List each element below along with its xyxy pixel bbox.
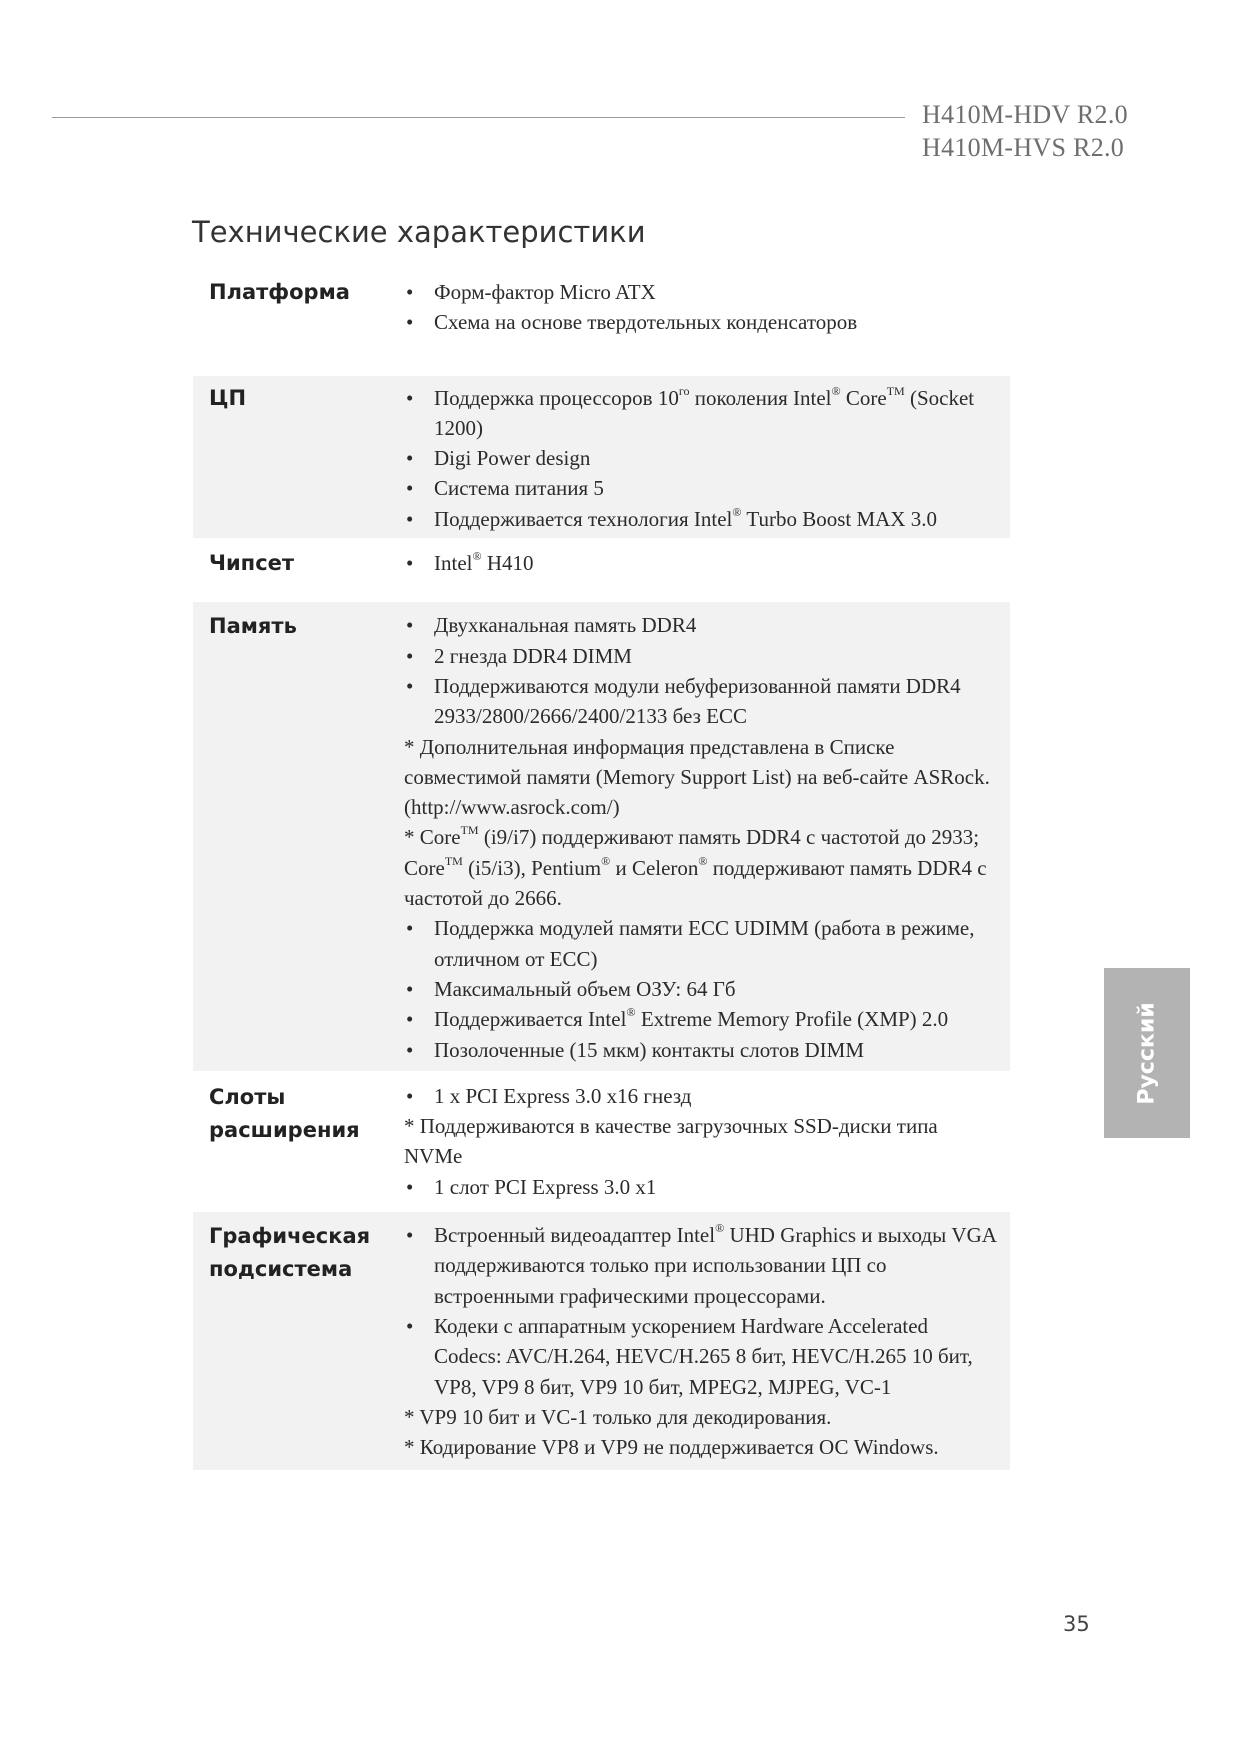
text-segment: Turbo Boost MAX 3.0: [741, 506, 937, 531]
spec-label-slots: [209, 1081, 360, 1147]
superscript: ®: [715, 1221, 725, 1236]
language-side-tab-label: Русский: [1134, 1001, 1160, 1105]
list-item: [404, 504, 999, 534]
list-item: [404, 383, 999, 444]
list-item: • 2 гнезда DDR4 DIMM: [404, 641, 999, 671]
superscript: го: [678, 383, 690, 398]
list-item: • Максимальный объем ОЗУ: 64 Гб: [404, 974, 999, 1004]
spec-label-line: Слоты: [209, 1084, 286, 1109]
model-name-hdv: H410M-HDV R2.0: [922, 100, 1128, 129]
list-item: [404, 1004, 999, 1034]
spec-label-chipset: Чипсет: [209, 551, 295, 576]
list-item: • Поддержка модулей памяти ECC UDIMM (работа в режиме, отличном от ECC): [404, 913, 999, 974]
footnote: * Дополнительная информация представлена в Списке совместимой памяти (Memory Support List) на веб-сайте ASRock. (http://www.asrock.com/): [404, 734, 990, 820]
spec-table: [193, 273, 1010, 1470]
superscript: TM: [444, 853, 463, 868]
superscript: ®: [831, 383, 841, 398]
spec-label-platform: Платформа: [209, 280, 350, 304]
spec-content-graphics: [404, 1220, 999, 1462]
list-item: • 1 слот PCI Express 3.0 x1: [404, 1172, 999, 1202]
text-segment: Extreme Memory Profile (XMP) 2.0: [635, 1007, 949, 1032]
list-item: • Кодеки с аппаратным ускорением Hardware Accelerated Codecs: AVC/H.264, HEVC/H.265 8 бит, HEVC/H.265 10 бит, VP8, VP9 8 бит, VP9 10 бит, MPEG2, MJPEG, VC-1: [404, 1311, 999, 1402]
spec-row-chipset: [193, 538, 1010, 602]
text-segment: поколения Intel: [689, 385, 832, 410]
spec-label-graphics: [209, 1220, 370, 1286]
text-segment: Поддерживается технология Intel: [434, 506, 733, 531]
spec-content-platform: [404, 277, 999, 338]
superscript: ®: [732, 504, 742, 519]
spec-row-graphics: [193, 1212, 1010, 1470]
model-name-hvs: H410M-HVS R2.0: [922, 133, 1125, 162]
page-title: Технические характеристики: [192, 215, 646, 249]
spec-row-cpu: [193, 376, 1010, 538]
header-rule: [52, 117, 905, 118]
list-item: • Digi Power design: [404, 443, 999, 473]
text-segment: поддерживают память DDR4 с частотой до 2666.: [404, 855, 987, 911]
spec-content-memory: [404, 610, 999, 1064]
text-segment: Intel: [434, 551, 473, 576]
spec-row-platform: [193, 273, 1010, 376]
spec-row-memory: [193, 602, 1010, 1070]
footnote: * Кодирование VP8 и VP9 не поддерживается ОС Windows.: [404, 1435, 939, 1460]
list-item: • Система питания 5: [404, 473, 999, 503]
spec-row-slots: [193, 1071, 1010, 1212]
superscript: ®: [698, 853, 708, 868]
text-segment: (i5/i3), Pentium: [462, 855, 602, 880]
text-segment: (i9/i7) поддерживают память DDR4 с частотой до 2933; Core: [404, 825, 980, 880]
spec-content-cpu: [404, 383, 999, 534]
list-item: [404, 548, 999, 578]
list-item: • Позолоченные (15 мкм) контакты слотов DIMM: [404, 1035, 999, 1065]
text-segment: и Celeron: [610, 855, 699, 880]
list-item: • Поддерживаются модули небуферизованной памяти DDR4 2933/2800/2666/2400/2133 без ECC: [404, 671, 999, 732]
list-item: • 1 x PCI Express 3.0 x16 гнезд: [404, 1081, 999, 1111]
page-number: 35: [1063, 1612, 1090, 1636]
text-segment: Встроенный видеоадаптер Intel: [434, 1223, 716, 1248]
superscript: TM: [886, 383, 905, 398]
text-segment: * Core: [404, 825, 461, 850]
superscript: ®: [472, 549, 482, 564]
text-segment: UHD Graphics и выходы VGA поддерживаются только при использовании ЦП со встроенными графическими процессорами.: [434, 1223, 996, 1308]
spec-label-cpu: ЦП: [209, 385, 247, 410]
footnote: * Поддерживаются в качестве загрузочных SSD-диски типа NVMe: [404, 1114, 938, 1169]
list-item: • Форм-фактор Micro ATX: [404, 277, 999, 307]
footnote: * VP9 10 бит и VC-1 только для декодирования.: [404, 1404, 832, 1429]
footnote: [404, 822, 999, 913]
text-segment: Поддерживается Intel: [434, 1007, 627, 1032]
spec-label-line: подсистема: [209, 1257, 353, 1282]
text-segment: Core: [840, 385, 887, 410]
language-side-tab: [1104, 968, 1190, 1138]
spec-label-line: расширения: [209, 1117, 360, 1142]
list-item: • Схема на основе твердотельных конденсаторов: [404, 307, 999, 337]
text-segment: Поддержка процессоров 10: [434, 385, 679, 410]
spec-label-memory: Память: [209, 614, 297, 639]
superscript: ®: [601, 853, 611, 868]
text-segment: (Socket 1200): [434, 385, 975, 440]
spec-content-slots: [404, 1081, 999, 1202]
text-segment: H410: [481, 551, 534, 576]
list-item: [404, 1220, 999, 1311]
superscript: TM: [460, 823, 479, 838]
spec-label-line: Графическая: [209, 1224, 371, 1249]
spec-content-chipset: [404, 548, 999, 578]
superscript: ®: [626, 1005, 636, 1020]
list-item: • Двухканальная память DDR4: [404, 610, 999, 640]
